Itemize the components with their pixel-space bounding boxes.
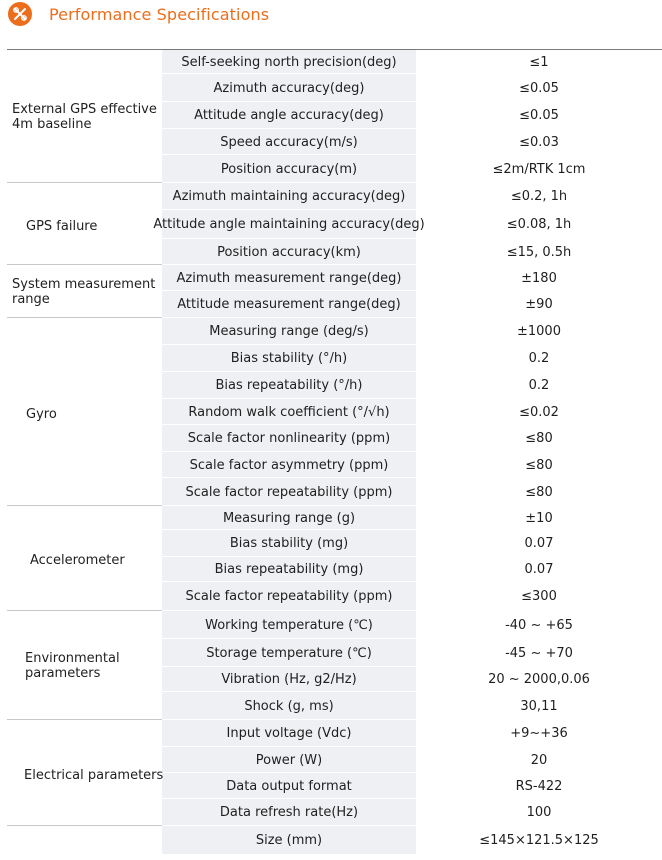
- param-name: Self-seeking north precision(deg): [162, 50, 416, 74]
- param-name: Scale factor asymmetry (ppm): [162, 452, 416, 478]
- param-value: 30,11: [520, 698, 558, 714]
- param-name: Scale factor repeatability (ppm): [162, 582, 416, 611]
- param-name: Shock (g, ms): [162, 692, 416, 720]
- param-value: RS-422: [515, 778, 563, 794]
- param-value: ≤80: [525, 484, 553, 500]
- param-value: ≤145×121.5×125: [479, 833, 599, 848]
- param-name: Attitude measurement range(deg): [162, 291, 416, 318]
- table-row: [162, 425, 662, 452]
- param-value: -40 ~ +65: [505, 617, 573, 633]
- param-name: Bias repeatability (°/h): [162, 372, 416, 399]
- table-row: [162, 452, 662, 478]
- param-value: ±180: [521, 270, 557, 286]
- param-name: Speed accuracy(m/s): [162, 129, 416, 155]
- table-row: [162, 129, 662, 155]
- param-name: Working temperature (℃): [162, 611, 416, 639]
- param-value: ≤15, 0.5h: [506, 244, 572, 260]
- table-row: [162, 318, 662, 345]
- tools-icon: [8, 2, 32, 26]
- param-name: Scale factor repeatability (ppm): [162, 478, 416, 506]
- param-name: Attitude angle maintaining accuracy(deg): [162, 210, 416, 239]
- group-label: Electrical parameters: [24, 768, 164, 783]
- table-row: [162, 478, 662, 506]
- param-name: Measuring range (g): [162, 506, 416, 530]
- param-value: ≤0.08, 1h: [506, 217, 572, 232]
- table-row: [162, 239, 662, 265]
- table-row: [162, 799, 662, 826]
- group-divider: [7, 317, 162, 318]
- param-name: Size (mm): [162, 826, 416, 855]
- group-label: System measurement range: [12, 277, 156, 307]
- param-name: Bias repeatability (mg): [162, 557, 416, 582]
- param-value: 0.2: [528, 351, 550, 366]
- table-row: [162, 582, 662, 611]
- table-row: [162, 557, 662, 582]
- param-name: Position accuracy(km): [162, 239, 416, 265]
- group-label: Accelerometer: [30, 553, 125, 568]
- group-label: External GPS effective 4m baseline: [12, 102, 157, 132]
- group-divider: [7, 610, 162, 611]
- table-row: [162, 747, 662, 773]
- param-value: ±10: [525, 510, 553, 526]
- param-value: 20 ~ 2000,0.06: [488, 672, 590, 687]
- table-row: [162, 506, 662, 530]
- table-row: [162, 50, 662, 74]
- table-row: [162, 183, 662, 210]
- table-row: [162, 639, 662, 667]
- table-row: [162, 102, 662, 129]
- param-name: Bias stability (mg): [162, 530, 416, 557]
- param-name: Bias stability (°/h): [162, 345, 416, 372]
- param-value: ±1000: [517, 324, 561, 339]
- table-row: [162, 611, 662, 639]
- param-name: Azimuth measurement range(deg): [162, 265, 416, 291]
- param-name: Data refresh rate(Hz): [162, 799, 416, 826]
- table-row: [162, 155, 662, 183]
- param-name: Position accuracy(m): [162, 155, 416, 183]
- table-row: [162, 74, 662, 102]
- param-value: +9~+36: [510, 726, 568, 741]
- table-row: [162, 399, 662, 425]
- param-name: Azimuth accuracy(deg): [162, 74, 416, 102]
- param-value: ≤0.05: [519, 80, 559, 96]
- param-value: ≤0.05: [519, 108, 559, 123]
- group-divider: [7, 182, 162, 183]
- param-value: 0.07: [524, 562, 554, 577]
- param-value: ≤300: [521, 589, 557, 604]
- table-row: [162, 692, 662, 720]
- table-row: [162, 530, 662, 557]
- param-value: 20: [530, 752, 548, 768]
- param-value: -45 ~ +70: [505, 645, 573, 661]
- param-name: Random walk coefficient (°/√h): [162, 399, 416, 425]
- group-divider: [7, 505, 162, 506]
- param-name: Attitude angle accuracy(deg): [162, 102, 416, 129]
- param-value: 0.2: [528, 378, 550, 393]
- param-value: ≤0.2, 1h: [510, 189, 568, 204]
- group-divider: [7, 719, 162, 720]
- param-name: Scale factor nonlinearity (ppm): [162, 425, 416, 452]
- section-title: Performance Specifications: [49, 4, 270, 24]
- row-divider: [162, 854, 662, 855]
- param-value: ≤0.03: [519, 134, 559, 150]
- table-row: [162, 291, 662, 318]
- group-divider: [7, 825, 162, 826]
- table-row: [162, 265, 662, 291]
- table-row: [162, 720, 662, 747]
- param-value: ≤80: [525, 457, 553, 473]
- param-name: Storage temperature (℃): [162, 639, 416, 667]
- table-row: [162, 667, 662, 692]
- param-name: Input voltage (Vdc): [162, 720, 416, 747]
- table-row: [153, 210, 662, 239]
- param-value: 0.07: [524, 536, 554, 551]
- table-row: [162, 826, 662, 855]
- table-row: [162, 372, 662, 399]
- param-value: 100: [526, 805, 552, 820]
- table-row: [162, 345, 662, 372]
- param-name: Data output format: [162, 773, 416, 799]
- param-value: ≤80: [525, 431, 553, 446]
- param-value: ≤0.02: [519, 404, 559, 420]
- group-divider: [7, 264, 162, 265]
- section-header: [8, 0, 269, 28]
- param-name: Measuring range (deg/s): [162, 318, 416, 345]
- table-row: [162, 773, 662, 799]
- group-label: Environmental parameters: [25, 651, 120, 681]
- param-name: Vibration (Hz, g2/Hz): [162, 667, 416, 692]
- group-label: Gyro: [26, 407, 57, 422]
- group-label: GPS failure: [26, 219, 98, 234]
- param-value: ≤1: [529, 54, 549, 70]
- param-value: ≤2m/RTK 1cm: [492, 161, 586, 177]
- param-name: Azimuth maintaining accuracy(deg): [162, 183, 416, 210]
- param-name: Power (W): [162, 747, 416, 773]
- param-value: ±90: [525, 297, 553, 312]
